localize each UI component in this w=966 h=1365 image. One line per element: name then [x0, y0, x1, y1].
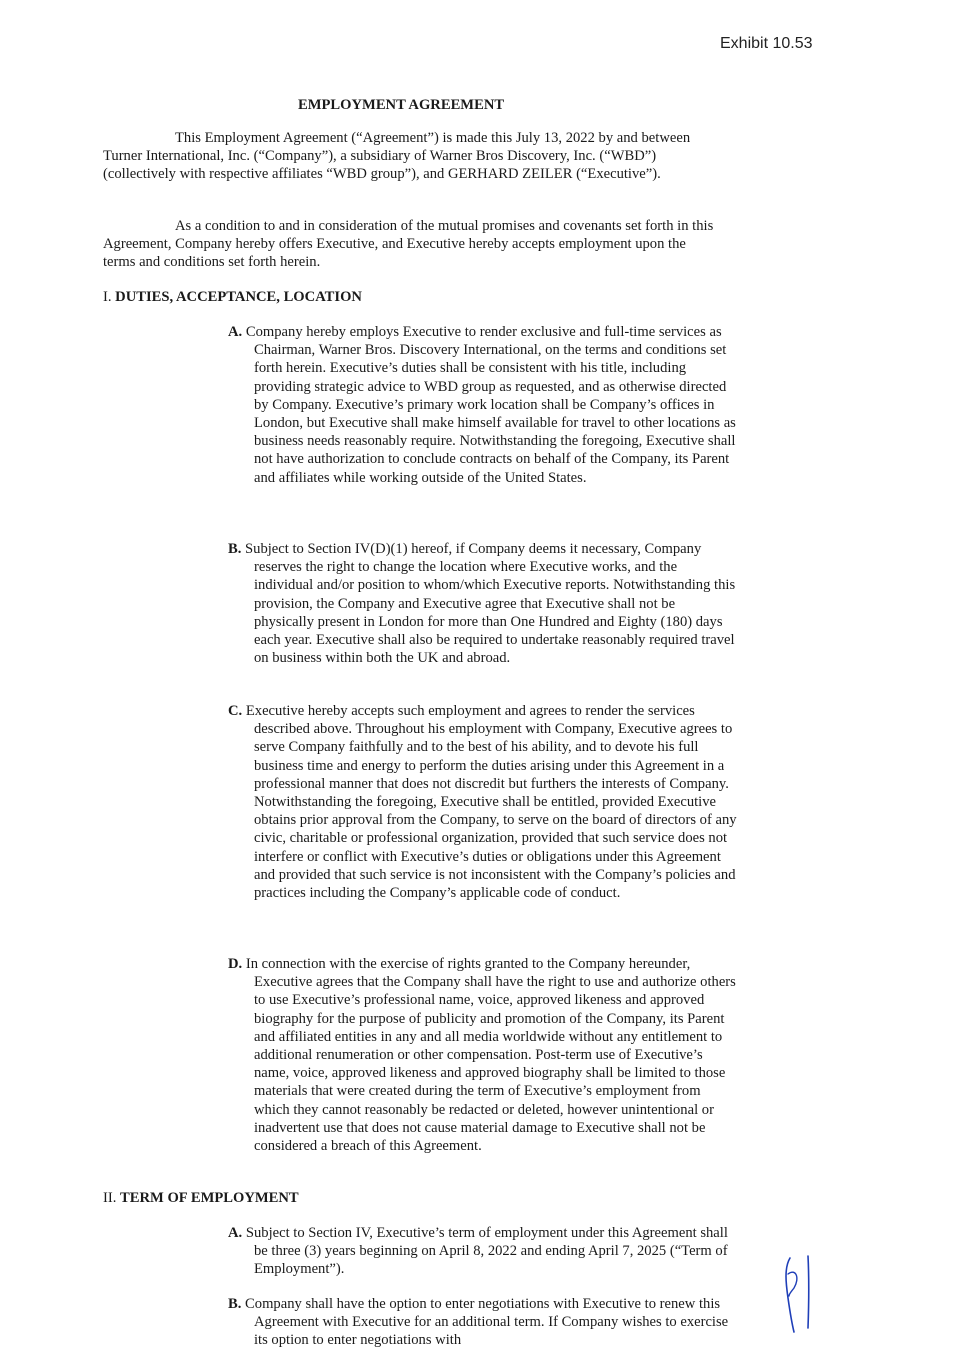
handwritten-initials [782, 1254, 822, 1336]
item-letter: A. [228, 1225, 243, 1241]
intro-paragraph-1 [103, 129, 715, 184]
intro-paragraph-2-text: As a condition to and in consideration of the mutual promises and covenants set forth in this Agreement, Company hereby offers Executive, and Executive hereby accepts employment upon the terms and conditions set forth herein. [103, 218, 714, 271]
section-heading-1 [103, 288, 362, 306]
item-text: Company hereby employs Executive to render exclusive and full-time services as Chairman, Warner Bros. Discovery International, on the terms and conditions set forth herein. Executive’s duties shall be consistent with his title, including providing strategic advice to WBD group as requested, and as otherwise directed by Company. Executive’s primary work location shall be Company’s offices in London, but Executive shall make himself available for travel to other locations as business needs reasonably require. Notwithstanding the foregoing, Executive shall not have authorization to conclude contracts on behalf of the Company, its Parent and affiliates while working outside of the United States. [245, 324, 736, 486]
section-title: DUTIES, ACCEPTANCE, LOCATION [115, 289, 362, 305]
item-text: Subject to Section IV, Executive’s term of employment under this Agreement shall be three (3) years beginning on April 8, 2022 and ending April 7, 2025 (“Term of Employment”). [245, 1225, 728, 1278]
item-letter: B. [228, 1296, 242, 1312]
section-2-item-a [228, 1224, 738, 1279]
item-letter: D. [228, 956, 243, 972]
item-letter: C. [228, 703, 243, 719]
intro-paragraph-2 [103, 217, 715, 272]
exhibit-label: Exhibit 10.53 [720, 35, 813, 52]
section-heading-2 [103, 1189, 299, 1207]
section-title: TERM OF EMPLOYMENT [120, 1190, 299, 1206]
item-text: In connection with the exercise of rights granted to the Company hereunder, Executive agrees that the Company shall have the right to use and authorize others to use Executive’s professional name, voice, approved likeness and approved biography for the purpose of publicity and promotion of the Company, its Parent and affiliated entities in any and all media worldwide without any entitlement to additional renumeration or other compensation. Post-term use of Executive’s name, voice, approved likeness and approved biography shall be limited to those materials that were created during the term of Executive’s employment from which they cannot reasonably be redacted or deleted, however unintentional or inadvertent use that does not cause material damage to Executive shall not be considered a breach of this Agreement. [245, 956, 736, 1155]
section-1-item-b [228, 540, 738, 667]
section-number: I. [103, 289, 112, 305]
section-number: II. [103, 1190, 117, 1206]
item-text: Company shall have the option to enter negotiations with Executive to renew this Agreement with Executive for an additional term. If Company wishes to exercise its option to enter negotiations with [245, 1296, 729, 1349]
item-text: Executive hereby accepts such employment and agrees to render the services described above. Throughout his employment with Company, Executive agrees to serve Company faithfully and to the best of his ability, and to devote his full business time and energy to perform the duties arising under this Agreement in a professional manner that does not discredit but furthers the interests of Company. Notwithstanding the foregoing, Executive shall be entitled, provided Executive obtains prior approval from the Company, to serve on the board of directors of any civic, charitable or professional organization, provided that such service does not interfere or conflict with Executive’s duties or obligations under this Agreement and provided that such service is not inconsistent with the Company’s policies and practices including the Company’s applicable code of conduct. [245, 703, 737, 902]
section-2-item-b [228, 1295, 738, 1350]
intro-paragraph-1-text: This Employment Agreement (“Agreement”) is made this July 13, 2022 by and between Turner International, Inc. (“Company”), a subsidiary of Warner Bros Discovery, Inc. (“WBD”) (collectively with respective affiliates “WBD group”), and GERHARD ZEILER (“Executive”). [103, 130, 691, 183]
section-1-item-c [228, 702, 738, 902]
item-letter: B. [228, 541, 242, 557]
item-letter: A. [228, 324, 243, 340]
section-1-item-d [228, 955, 738, 1155]
section-1-item-a [228, 323, 738, 487]
document-title: EMPLOYMENT AGREEMENT [298, 97, 505, 113]
item-text: Subject to Section IV(D)(1) hereof, if Company deems it necessary, Company reserves the right to change the location where Executive works, and the individual and/or position to whom/which Executive reports. Notwithstanding this provision, the Company and Executive agree that Executive shall not be physically present in London for more than One Hundred and Eighty (180) days each year. Executive shall also be required to undertake reasonably required travel on business within both the UK and abroad. [245, 541, 736, 667]
